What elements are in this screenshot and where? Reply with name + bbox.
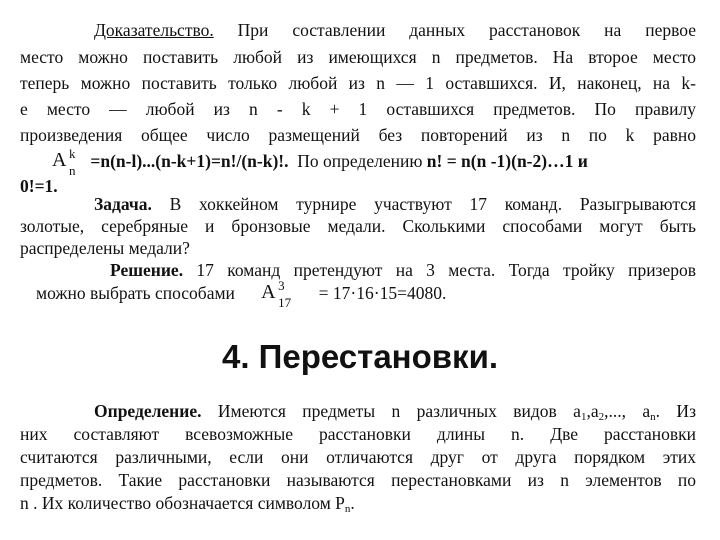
subscript-n: n [650,411,656,423]
task-arrangement-symbol [261,277,301,310]
factorial-formula: n! = n(n -1)(n-2)…1 и [426,151,588,171]
task-symbol-base: A [261,280,276,303]
definition-line-1 [20,400,696,422]
task-symbol-superscript: 3 [278,277,285,293]
arrangement-formula: =n(n-l)...(n-k+1)=n!/(n-k)!. [90,151,289,171]
definition-line-4: предметов. Такие расстановки называются перестановками из n элементов по [20,470,696,490]
definition-comma-2: ,..., a [604,401,651,421]
definition-label: Определение. [94,401,202,421]
solution-label: Решение. [110,260,184,280]
task-line-3: распределены медали? [20,238,190,258]
symbol-subscript: n [69,162,76,178]
task-symbol-subscript: 17 [278,294,292,310]
proof-text-1: При составлении данных расстановок на первое [237,20,696,40]
task-line-2: золотые, серебряные и бронзовые медали. Сколькими способами могут быть [20,216,696,236]
definition-end-5: . [350,493,355,513]
definition-line-2: них составляют всевозможные расстановки длины n. Две расстановки [20,424,696,444]
symbol-superscript: k [69,145,76,161]
proof-line-3: теперь можно поставить только любой из n — 1 оставшихся. И, наконец, на k- [20,73,696,93]
proof-line-2: место можно поставить любой из имеющихся n предметов. На второе место [20,47,696,67]
definition-line-5 [20,492,696,514]
task-text-4: 17 команд претендуют на 3 места. Тогда тройку призеров [196,260,697,280]
arrangement-symbol [52,145,86,178]
definition-line-3: считаются различными, если они отличаются друг от друга порядком этих [20,447,696,467]
zero-factorial: 0!=1. [20,176,58,196]
subscript-2: 2 [598,411,605,423]
definition-text-1: Имеются предметы n различных видов a [217,401,581,421]
task-label: Задача. [94,194,152,214]
permutation-subscript: n [344,503,351,515]
definition-text: По определению [297,151,423,171]
proof-line-1 [20,19,696,41]
task-line-1 [20,193,696,215]
task-line-5 [36,277,686,310]
task-result: = 17·16·15=4080. [318,283,447,303]
task-text-1: В хоккейном турнире участвуют 17 команд. Разыгрываются [169,194,697,214]
definition-text-5: n . Их количество обозначается символом P [20,493,345,513]
symbol-base: A [52,148,67,171]
task-text-5: можно выбрать способами [36,283,235,303]
definition-comma-1: ,a [586,401,599,421]
task-line-4 [20,259,696,281]
proof-line-4: е место — любой из n - k + 1 оставшихся предметов. По правилу [20,99,696,119]
definition-end-1: . Из [655,401,696,421]
proof-label: Доказательство. [94,20,214,40]
section-title: 4. Перестановки. [221,338,499,375]
proof-line-6 [52,145,692,178]
subscript-1: 1 [580,411,587,423]
proof-line-5: произведения общее число размещений без повторений из n по k равно [20,125,696,145]
